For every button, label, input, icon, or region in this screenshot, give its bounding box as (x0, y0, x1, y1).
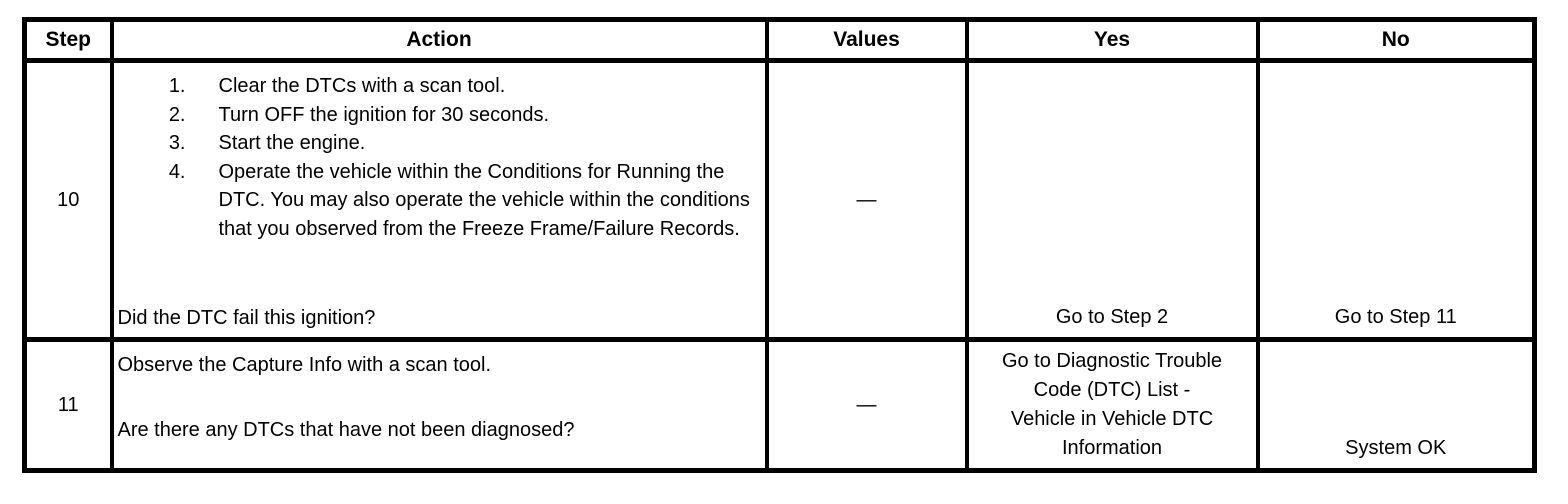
values-cell: — (767, 61, 967, 340)
action-statement: Observe the Capture Info with a scan tool. (117, 354, 492, 376)
step-number-cell: 10 (25, 61, 112, 340)
yes-cell-line: Code (DTC) List - (1033, 379, 1191, 401)
action-question: Did the DTC fail this ignition? (117, 307, 376, 329)
list-item-number: 1. (168, 75, 186, 97)
no-cell: Go to Step 11 (1258, 61, 1535, 340)
table-row-step-10 (25, 61, 1535, 340)
header-values: Values (767, 20, 967, 61)
values-cell: — (767, 340, 967, 471)
action-cell (112, 61, 767, 340)
yes-cell (967, 340, 1258, 471)
step-number-cell: 11 (25, 340, 112, 471)
list-item (114, 158, 765, 244)
no-cell: System OK (1258, 340, 1535, 471)
list-item-text: Clear the DTCs with a scan tool. (218, 75, 506, 97)
table-row-step-11 (25, 340, 1535, 471)
list-item-text: Turn OFF the ignition for 30 seconds. (218, 103, 550, 126)
list-item-number: 4. (168, 160, 186, 183)
yes-cell-line: Vehicle in Vehicle DTC (1010, 408, 1214, 430)
header-action: Action (112, 20, 767, 61)
action-list (114, 72, 765, 243)
header-step: Step (25, 20, 112, 61)
yes-cell-line: Go to Diagnostic Trouble (1001, 350, 1223, 372)
list-item-text: Operate the vehicle within the Conditions for Running the DTC. You may also operate the vehicle within the conditions that you observed from the Freeze Frame/Failure Records. (218, 160, 750, 240)
yes-cell: Go to Step 2 (967, 61, 1258, 340)
list-item-text: Start the engine. (218, 132, 366, 154)
list-item-number: 2. (168, 103, 186, 126)
header-yes: Yes (967, 20, 1258, 61)
header-row (25, 20, 1535, 61)
header-no: No (1258, 20, 1535, 61)
yes-cell-line: Information (1061, 437, 1163, 459)
action-cell (112, 340, 767, 471)
diagnostic-steps-table (22, 17, 1537, 473)
list-item-number: 3. (168, 132, 186, 154)
list-item (114, 101, 765, 130)
list-item (114, 129, 765, 158)
action-question: Are there any DTCs that have not been diagnosed? (117, 419, 575, 441)
list-item (114, 72, 765, 101)
